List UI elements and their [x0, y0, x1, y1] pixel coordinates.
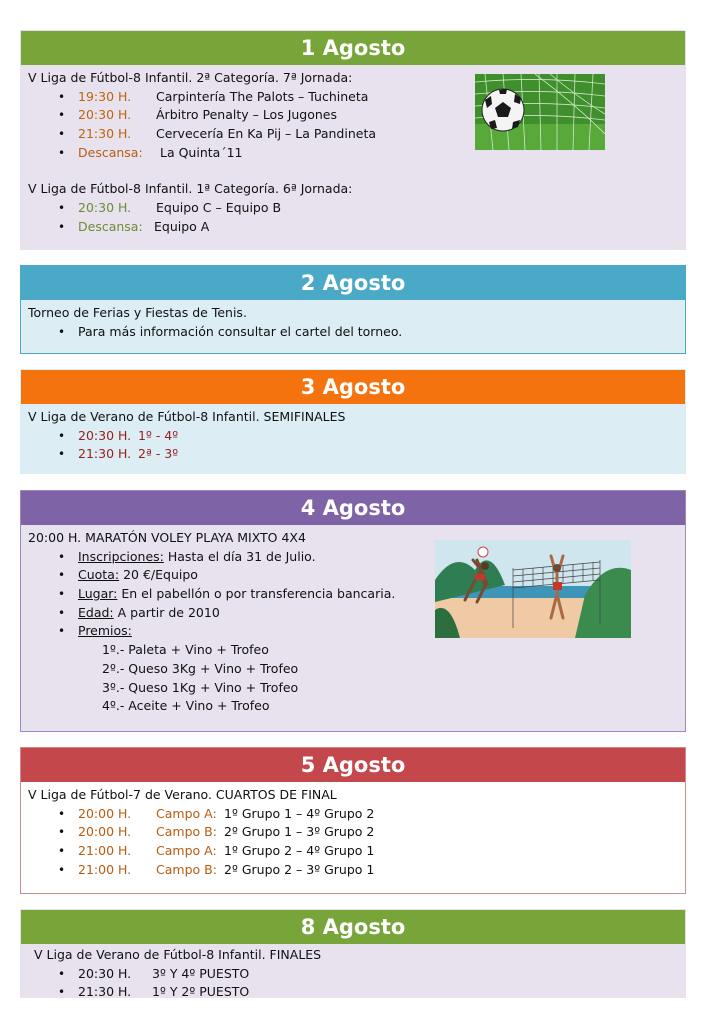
- section-3-agosto: [20, 369, 686, 474]
- section-title: 8 Agosto: [21, 910, 685, 944]
- list-item: [28, 218, 678, 237]
- field-label: Campo A:: [156, 805, 217, 821]
- section-1-agosto: [20, 30, 686, 250]
- match-time: 19:30 H.: [78, 88, 132, 104]
- detail-label: Lugar:: [78, 586, 118, 602]
- detail-value: Hasta el día 31 de Julio.: [167, 548, 316, 564]
- event-heading: 20:00 H. MARATÓN VOLEY PLAYA MIXTO 4X4: [28, 530, 306, 545]
- section-title: 3 Agosto: [21, 370, 685, 404]
- match-time: 21:00 H.: [78, 861, 132, 877]
- match-teams: Carpintería The Palots – Tuchineta: [156, 88, 369, 104]
- soccer-ball-image: [475, 74, 605, 150]
- detail-label: Premios:: [78, 623, 132, 639]
- match-time: 20:30 H.: [78, 107, 132, 123]
- list-item: [28, 965, 678, 984]
- event-heading: Torneo de Ferias y Fiestas de Tenis.: [28, 305, 247, 320]
- match-time: 21:30 H.: [78, 446, 132, 462]
- detail-label: Cuota:: [78, 567, 120, 583]
- section-5-agosto: [20, 747, 686, 894]
- list-item: [28, 805, 678, 824]
- match-teams: 1º Grupo 1 – 4º Grupo 2: [224, 805, 375, 821]
- detail-value: A partir de 2010: [117, 604, 220, 620]
- match-teams: 3º Y 4º PUESTO: [152, 965, 250, 981]
- match-teams: Árbitro Penalty – Los Jugones: [156, 107, 338, 123]
- league-heading: V Liga de Fútbol-8 Infantil. 2ª Categoría. 7ª Jornada:: [28, 70, 353, 85]
- field-label: Campo A:: [156, 843, 217, 859]
- league-heading: V Liga de Fútbol-7 de Verano. CUARTOS DE FINAL: [28, 787, 337, 802]
- match-teams: 2º Grupo 2 – 3º Grupo 1: [224, 861, 375, 877]
- section-4-agosto: [20, 490, 686, 732]
- list-item: [28, 823, 678, 842]
- prize-item: 4º.- Aceite + Vino + Trofeo: [102, 698, 270, 714]
- rest-label: Descansa:: [78, 144, 143, 160]
- field-label: Campo B:: [156, 861, 217, 877]
- section-body: [21, 944, 685, 1006]
- beach-volleyball-image: [435, 540, 631, 638]
- info-text: Para más información consultar el cartel del torneo.: [78, 323, 403, 339]
- match-time: 21:00 H.: [78, 843, 132, 859]
- detail-label: Inscripciones:: [78, 548, 164, 564]
- match-teams: 1º - 4º: [138, 427, 179, 443]
- section-title: 5 Agosto: [21, 748, 685, 782]
- rest-team: Equipo A: [154, 218, 210, 234]
- section-body: [21, 404, 685, 468]
- list-item: [28, 861, 678, 880]
- list-item: [28, 842, 678, 861]
- detail-value: 20 €/Equipo: [123, 567, 198, 583]
- match-time: 21:30 H.: [78, 126, 132, 142]
- league-heading: V Liga de Fútbol-8 Infantil. 1ª Categoría. 6ª Jornada:: [28, 181, 353, 197]
- section-8-agosto: [20, 909, 686, 998]
- section-title: 4 Agosto: [21, 491, 685, 525]
- section-body: [21, 300, 685, 345]
- section-body: [21, 782, 685, 883]
- prize-item: 1º.- Paleta + Vino + Trofeo: [102, 642, 269, 658]
- list-item: [28, 427, 678, 446]
- list-item: [28, 199, 678, 218]
- rest-team: La Quinta´11: [160, 144, 243, 160]
- match-teams: Equipo C – Equipo B: [156, 200, 282, 216]
- field-label: Campo B:: [156, 824, 217, 840]
- match-time: 20:00 H.: [78, 805, 132, 821]
- match-time: 20:30 H.: [78, 965, 132, 981]
- prize-item: 3º.- Queso 1Kg + Vino + Trofeo: [102, 679, 299, 695]
- list-item: [28, 983, 678, 1002]
- match-time: 20:00 H.: [78, 824, 132, 840]
- match-teams: 2º Grupo 1 – 3º Grupo 2: [224, 824, 375, 840]
- match-time: 20:30 H.: [78, 200, 132, 216]
- match-teams: Cervecería En Ka Pij – La Pandineta: [156, 126, 377, 142]
- detail-value: En el pabellón o por transferencia bancaria.: [121, 586, 396, 602]
- rest-label: Descansa:: [78, 218, 143, 234]
- list-item: [28, 323, 678, 342]
- list-item: [28, 445, 678, 464]
- detail-label: Edad:: [78, 604, 114, 620]
- match-teams: 2ª - 3º: [138, 446, 179, 462]
- section-title: 2 Agosto: [21, 266, 685, 300]
- prize-item: 2º.- Queso 3Kg + Vino + Trofeo: [102, 660, 299, 676]
- league-heading: V Liga de Verano de Fútbol-8 Infantil. SEMIFINALES: [28, 409, 346, 424]
- match-teams: 1º Grupo 2 – 4º Grupo 1: [224, 843, 375, 859]
- league-heading: V Liga de Verano de Fútbol-8 Infantil. FINALES: [34, 947, 322, 962]
- section-2-agosto: [20, 265, 686, 354]
- match-time: 20:30 H.: [78, 427, 132, 443]
- match-time: 21:30 H.: [78, 984, 132, 1000]
- match-teams: 1º Y 2º PUESTO: [152, 984, 250, 1000]
- section-title: 1 Agosto: [21, 31, 685, 65]
